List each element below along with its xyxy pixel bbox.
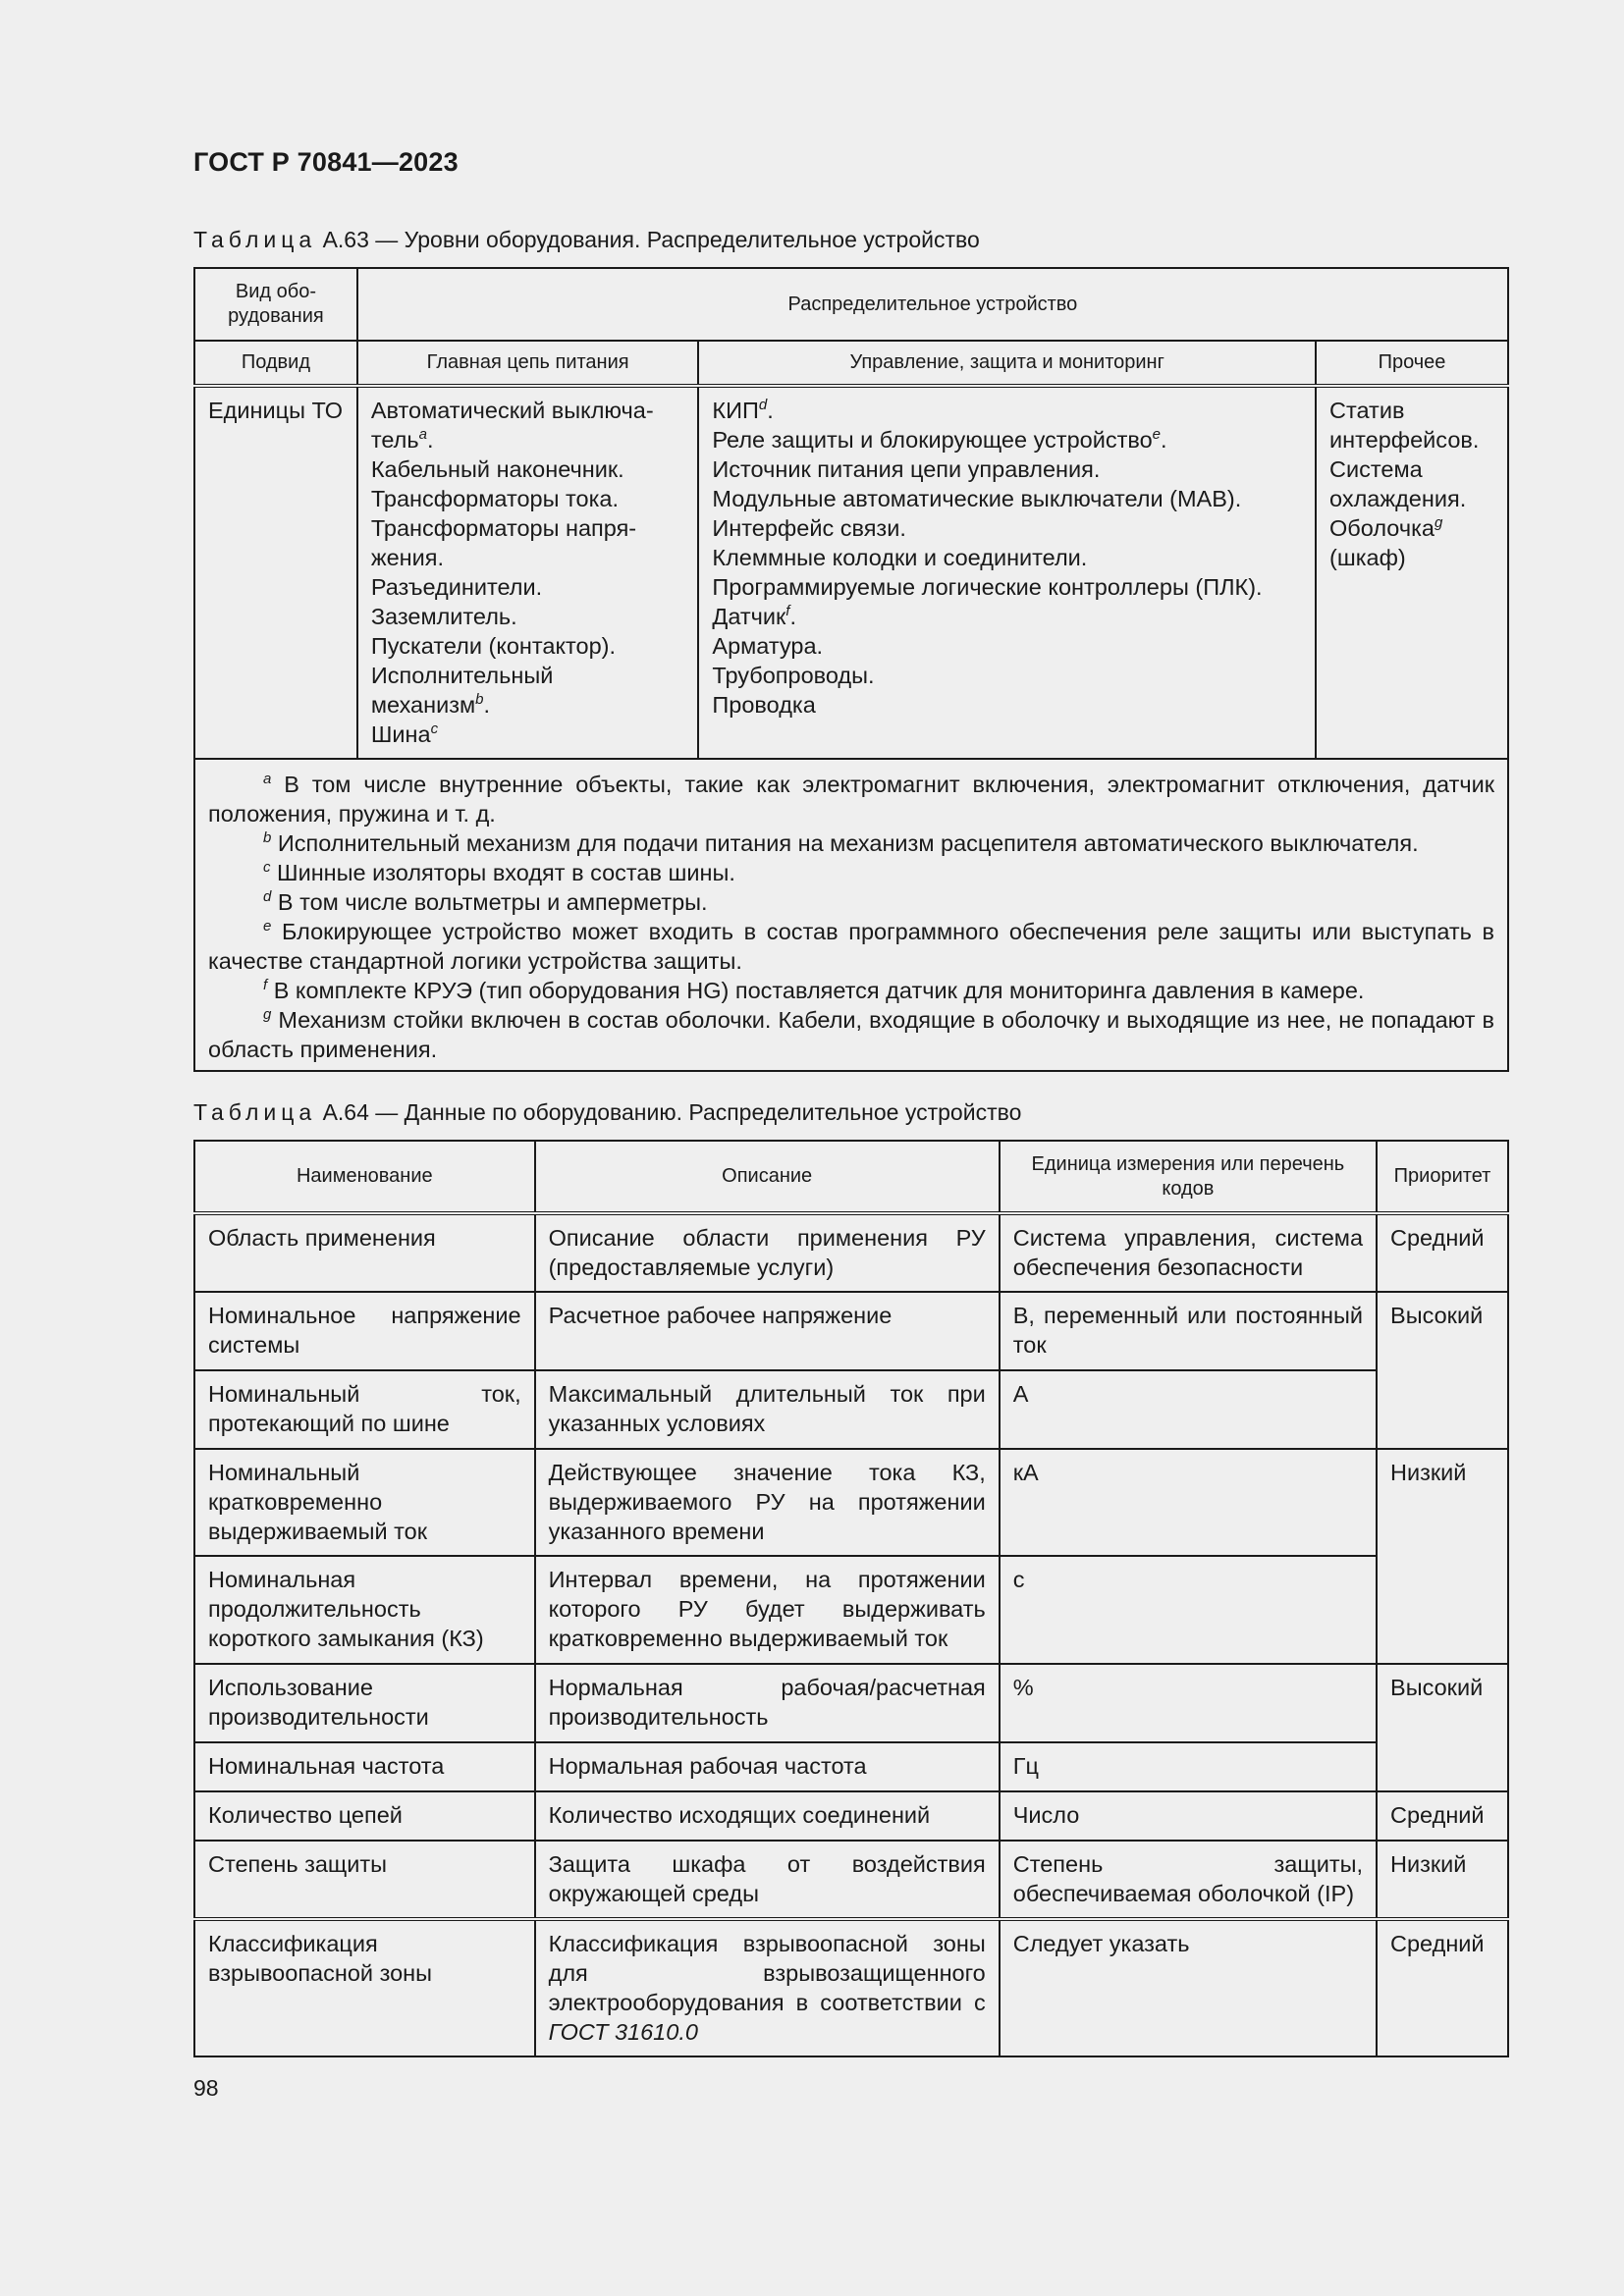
cell-description: Защита шкафа от воздействия окружающей среды — [535, 1841, 1000, 1919]
table-row — [194, 1664, 1508, 1742]
header-other: Прочее — [1316, 341, 1508, 386]
cell-name: Классификация взрывоопасной зоны — [194, 1919, 535, 2056]
cell-unit: Система управления, система обеспечения безопасности — [1000, 1213, 1377, 1292]
ctrl-line: Интерфейс связи. — [712, 515, 906, 541]
footnote: $^d$ В том числе вольтметры и амперметры. — [263, 888, 708, 915]
cell-unit: кА — [1000, 1449, 1377, 1556]
table-row — [194, 1292, 1508, 1370]
footnote: $^a$ В том числе внутренние объекты, такие как электромагнит включения, электромагнит отключения, датчик положения, пружина и т. д. — [208, 771, 1494, 827]
table-row — [194, 1791, 1508, 1841]
main-line: Автоматический выключа- — [370, 398, 654, 423]
main-line: механизм$^b$. — [370, 691, 491, 718]
footnote: $^g$ Механизм стойки включен в состав оболочки. Кабели, входящие в оболочку и выходящие из нее, не попадают в область применения. — [208, 1006, 1494, 1062]
standard-reference: ГОСТ 31610.0 — [548, 2019, 698, 2045]
main-line: Кабельный наконечник. — [370, 456, 624, 482]
other-line: (шкаф) — [1329, 545, 1406, 570]
cell-control — [698, 386, 1316, 759]
footnote: $^e$ Блокирующее устройство может входить в состав программного обеспечения реле защиты или выступать в качестве стандартной логики устройства защиты. — [208, 918, 1494, 974]
table-row — [194, 1742, 1508, 1791]
cell-description: Описание области применения РУ (предоставляемые услуги) — [535, 1213, 1000, 1292]
cell-name: Степень защиты — [194, 1841, 535, 1919]
cell-description: Интервал времени, на протяжении которого РУ будет выдерживать кратковременно выдерживаемый ток — [535, 1556, 1000, 1664]
other-line: охлаждения. — [1329, 486, 1467, 511]
main-line: Разъединители. — [370, 574, 543, 600]
cell-name: Номинальная продолжительность короткого замыкания (КЗ) — [194, 1556, 535, 1664]
table-a63 — [193, 267, 1509, 1072]
cell-priority: Средний — [1377, 1213, 1508, 1292]
other-line: Система — [1329, 456, 1423, 482]
cell-priority: Средний — [1377, 1791, 1508, 1841]
header-switchgear: Распределительное устройство — [357, 268, 1508, 341]
caption-text: А.64 — Данные по оборудованию. Распределительное устройство — [322, 1099, 1022, 1125]
cell-name: Количество цепей — [194, 1791, 535, 1841]
ctrl-line: Клеммные колодки и соединители. — [712, 545, 1088, 570]
ctrl-line: Проводка — [712, 692, 816, 718]
cell-unit: Следует указать — [1000, 1919, 1377, 2056]
cell-name: Использование производительности — [194, 1664, 535, 1742]
header-name: Наименование — [194, 1141, 535, 1213]
cell-unit: Гц — [1000, 1742, 1377, 1791]
cell-unit: с — [1000, 1556, 1377, 1664]
cell-unit: А — [1000, 1370, 1377, 1449]
cell-name: Номинальное напряжение системы — [194, 1292, 535, 1370]
cell-description: Действующее значение тока КЗ, выдерживаемого РУ на протяжении указанного времени — [535, 1449, 1000, 1556]
table-row — [194, 1449, 1508, 1556]
main-line: Пускатели (контактор). — [370, 633, 617, 659]
ctrl-line: Трубопроводы. — [712, 663, 875, 688]
caption-prefix: Таблица — [193, 227, 317, 252]
other-line: Оболочка$^g$ — [1329, 514, 1443, 541]
cell-unit: В, переменный или постоянный ток — [1000, 1292, 1377, 1370]
table-row — [194, 1370, 1508, 1449]
cell-name: Область применения — [194, 1213, 535, 1292]
header-priority: Приоритет — [1377, 1141, 1508, 1213]
cell-priority: Низкий — [1377, 1841, 1508, 1919]
table-notes — [194, 759, 1508, 1071]
main-line: Шина$^c$ — [370, 721, 439, 747]
table-row — [194, 1919, 1508, 2056]
header-unit: Единица измерения или перечень кодов — [1000, 1141, 1377, 1213]
main-line: Заземлитель. — [370, 604, 517, 629]
table-row — [194, 1213, 1508, 1292]
other-line: Статив — [1329, 398, 1405, 423]
footnote: $^b$ Исполнительный механизм для подачи питания на механизм расцепителя автоматического выключателя. — [263, 829, 1419, 856]
cell-description: Нормальная рабочая/расчетная производительность — [535, 1664, 1000, 1742]
main-line: Исполнительный — [370, 663, 554, 688]
ctrl-line: Программируемые логические контроллеры (ПЛК). — [712, 574, 1263, 600]
cell-unit: Степень защиты, обеспечиваемая оболочкой (IP) — [1000, 1841, 1377, 1919]
ctrl-line: Модульные автоматические выключатели (МАВ). — [712, 486, 1242, 511]
other-line: интерфейсов. — [1329, 427, 1480, 453]
cell-description: Расчетное рабочее напряжение — [535, 1292, 1000, 1370]
page-number: 98 — [193, 2075, 219, 2101]
main-line: Трансформаторы напря- — [370, 515, 637, 541]
header-equipment-type: Вид обо-рудования — [194, 268, 357, 341]
cell-description: Нормальная рабочая частота — [535, 1742, 1000, 1791]
cell-priority: Средний — [1377, 1919, 1508, 2056]
cell-name: Номинальный кратковременно выдерживаемый ток — [194, 1449, 535, 1556]
caption-prefix: Таблица — [193, 1099, 317, 1125]
caption-text: А.63 — Уровни оборудования. Распределительное устройство — [322, 227, 980, 252]
cell-description: Классификация взрывоопасной зоны для взрывозащищенного электрооборудования в соответствии с ГОСТ 31610.0 — [535, 1919, 1000, 2056]
cell-other — [1316, 386, 1508, 759]
table-row — [194, 1556, 1508, 1664]
cell-name: Номинальная частота — [194, 1742, 535, 1791]
cell-main-circuit — [357, 386, 699, 759]
footnote: $^f$ В комплекте КРУЭ (тип оборудования HG) поставляется датчик для мониторинга давления в камере. — [263, 977, 1365, 1003]
cell-unit: Число — [1000, 1791, 1377, 1841]
table-a64-caption — [193, 1099, 1021, 1126]
main-line: тель$^a$. — [370, 426, 434, 453]
cell-units: Единицы ТО — [194, 386, 357, 759]
cell-unit: % — [1000, 1664, 1377, 1742]
ctrl-line: Реле защиты и блокирующее устройство$^e$. — [712, 426, 1167, 453]
cell-priority: Низкий — [1377, 1449, 1508, 1664]
header-main-circuit: Главная цепь питания — [357, 341, 699, 386]
cell-name: Номинальный ток, протекающий по шине — [194, 1370, 535, 1449]
header-description: Описание — [535, 1141, 1000, 1213]
ctrl-line: Датчик$^f$. — [712, 603, 796, 629]
main-line: жения. — [370, 545, 445, 570]
cell-description: Количество исходящих соединений — [535, 1791, 1000, 1841]
document-header: ГОСТ Р 70841—2023 — [193, 147, 459, 177]
ctrl-line: КИП$^d$. — [712, 397, 774, 423]
ctrl-line: Арматура. — [712, 633, 824, 659]
table-a64 — [193, 1140, 1509, 2057]
footnote: $^c$ Шинные изоляторы входят в состав шины. — [263, 859, 735, 885]
table-a63-caption — [193, 227, 980, 253]
cell-priority: Высокий — [1377, 1292, 1508, 1449]
table-row — [194, 1841, 1508, 1919]
main-line: Трансформаторы тока. — [370, 486, 619, 511]
ctrl-line: Источник питания цепи управления. — [712, 456, 1101, 482]
cell-priority: Высокий — [1377, 1664, 1508, 1791]
header-control: Управление, защита и мониторинг — [698, 341, 1316, 386]
cell-description: Максимальный длительный ток при указанных условиях — [535, 1370, 1000, 1449]
header-subtype: Подвид — [194, 341, 357, 386]
